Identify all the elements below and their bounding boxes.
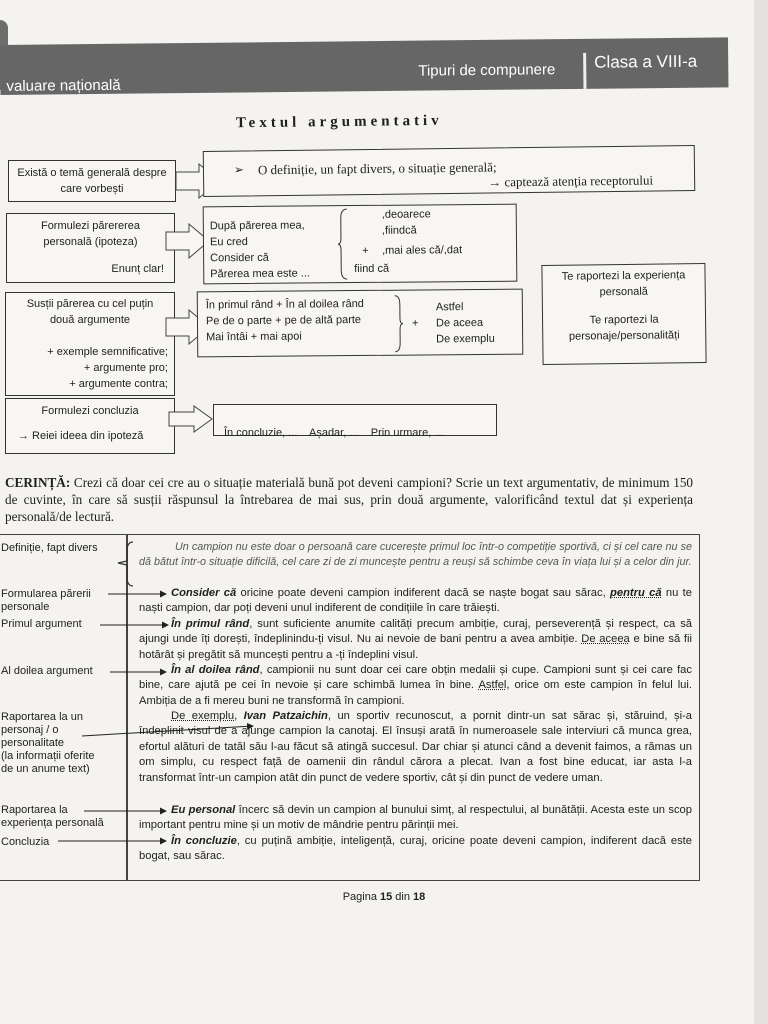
diagram-row4-right: În concluzie, ... Așadar, ... Prin urmare, ...: [213, 404, 497, 436]
label-definitie: Definiție, fapt divers: [1, 542, 98, 554]
header-middle: Tipuri de compunere: [418, 61, 556, 80]
diagram-row2-left: Formulezi părererea personală (ipoteza) Enunț clar!: [6, 213, 175, 283]
task-statement: CERINȚĂ: Crezi că doar cei cre au o situație materială bună pot deveni campioni? Scrie un text argumentativ, de minimum 150 de cuvinte, în care să susții răspunsul la întrebarea de mai sus, prin două argumente, valorificând textul dat și experiența personală/de lectură.: [5, 475, 694, 525]
label-arg1: Primul argument: [1, 618, 82, 630]
label-raportare-personaj: Raportarea la un personaj / o personalitate (la informații oferite de un anume text): [1, 711, 95, 775]
header-right: Clasa a VIII-a: [594, 51, 698, 72]
diagram-row2-connectors: ,deoarece ,fiindcă: [381, 208, 431, 237]
essay-paragraph-arg1: În primul rând, sunt suficiente anumite calități precum ambiție, curaj, perseverență și respect, ca să ajungi unde îți dorești, îndeplinindu-ți visul. Nu ai nevoie de bani pentru a avea ambiție. De aceea e bine să fii hotărât și pregătit să muncești pentru a -ți îndeplini visul.: [139, 618, 693, 661]
essay-paragraph-concluzie: În concluzie, cu puțină ambiție, inteligență, curaj, oricine poate deveni campion, indiferent dacă este bogat, sau sărac.: [139, 835, 693, 863]
label-raportare-personala: Raportarea la experiența personală: [1, 804, 104, 829]
page-number: Pagina 15 din 18: [342, 891, 426, 903]
label-arg2: Al doilea argument: [1, 665, 93, 677]
diagram-row1-left: Există o temă generală despre care vorbești: [8, 160, 176, 202]
diagram-row4-left: Formulezi concluzia → Reiei ideea din ipoteză: [5, 398, 175, 454]
essay-paragraph-ipoteza: Consider că oricine poate deveni campion indiferent dacă se naște bogat sau sărac, pentru că nu te naști campion, dar poți deveni unul indiferent de condițiile în care trăiești.: [139, 587, 692, 615]
diagram-row2-phrases: După părerea mea, Eu cred Consider că Părerea mea este ...: [209, 219, 310, 281]
essay-paragraph-personal: Eu personal încerc să devin un campion al bunului simț, al respectului, al bunătății. Acesta este un scop important pentru mine și un motiv de mândrie pentru părinții mei.: [139, 804, 692, 832]
essay-paragraph-exemplu: De exemplu, Ivan Patzaichin, un sportiv recunoscut, a pornit dintr-un sat sărac și, stăruind, și-a îndeplinit visul de a ajunge campion la canotaj. El însuși arată în numeroasele sale interviuri că munca grea, efortul alături de tatăl său l-au făcut să atingă succesul. Dar chiar și atunci când a devenit faimos, a rămas un om simplu, cu respect față de oamenii din rândul cărora a plecat. Ivan a fost bine educat, iar asta l-a transformat într-un campion atât din punct de vedere sportiv, cât și din punct de vedere uman.: [139, 710, 693, 784]
diagram-row3-middle: În primul rând + În al doilea rând Pe de o parte + pe de altă parte Mai întâi + mai apoi + Astfel De aceea De exemplu: [197, 289, 524, 358]
bullet-icon: ➢: [233, 162, 245, 177]
header-left: valuare națională: [6, 76, 121, 95]
diagram-row2-middle: După părerea mea, Eu cred Consider că Părerea mea este ... + ,deoarece ,fiindcă ,mai ales că/,dat fiind că: [203, 204, 518, 285]
diagram-row1-right: ➢ O definiție, un fapt divers, o situație generală; → captează atenția receptorului: [203, 145, 696, 197]
label-formulare: Formularea părerii personale: [1, 588, 91, 613]
diagram-side-box: Te raportezi la experiența personală Te raportezi la personaje/personalități: [541, 263, 706, 365]
diagram-row3-left: Susții părerea cu cel puțin două argumente + exemple semnificative; + argumente pro; + argumente contra;: [5, 292, 175, 396]
label-concluzia: Concluzia: [1, 836, 50, 848]
essay-paragraph-arg2: În al doilea rând, campionii nu sunt doar cei care obțin medalii și cupe. Campioni sunt și cei care fac bine, care ajută pe cei în nevoie și care schimbă lumea în bine. Astfel, orice om este campion în felul lui. Ambiția de a fi mereu buni ne transformă în campioni.: [139, 664, 692, 707]
essay-intro: Un campion nu este doar o persoană care cucerește primul loc într-o competiție sportivă, ci și cel care nu se dă bătut într-o situație dificilă, cel care zi de zi muncește pentru a reuși să schimbe ceva în viața lui și a celor din jur.: [139, 541, 692, 568]
page-title: Textul argumentativ: [235, 112, 443, 132]
